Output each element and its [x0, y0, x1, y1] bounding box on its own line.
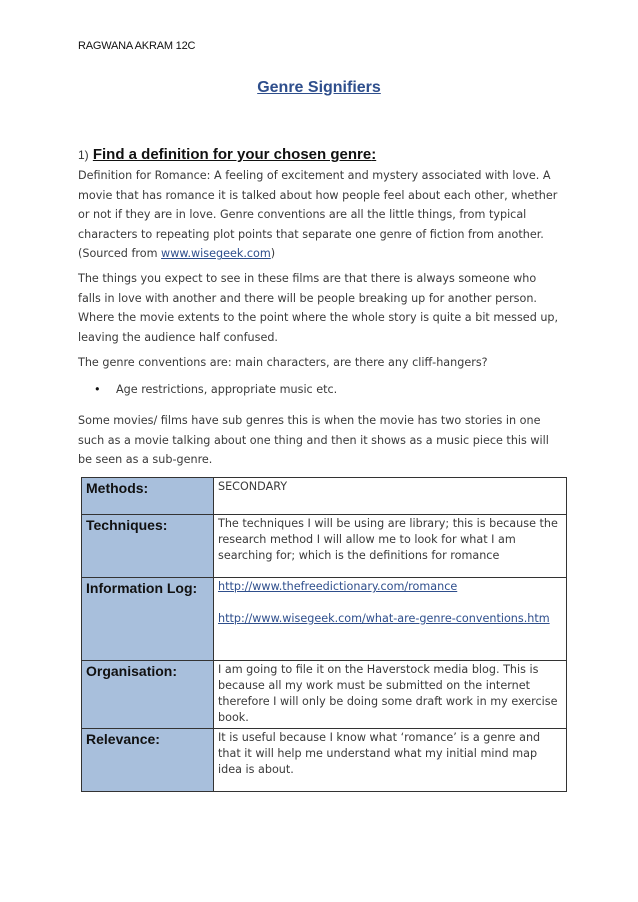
wisegeek-link[interactable]: www.wisegeek.com	[161, 247, 271, 261]
table-row	[82, 578, 567, 661]
table-row	[82, 661, 567, 729]
section-number: 1)	[78, 148, 89, 162]
relevance-label: Relevance:	[82, 729, 214, 792]
organisation-label: Organisation:	[82, 661, 214, 729]
paragraph-definition-end: )	[270, 247, 276, 261]
information-log-label: Information Log:	[82, 578, 214, 661]
methods-label: Methods:	[82, 478, 214, 515]
bullet-dot-icon: •	[94, 383, 101, 396]
information-log-value	[214, 578, 567, 661]
table-row	[82, 729, 567, 792]
paragraph-conventions: The genre conventions are: main characters, are there any cliff-hangers?	[78, 356, 488, 369]
section-heading	[78, 146, 376, 163]
section-heading-text: Find a definition for your chosen genre	[92, 146, 372, 163]
paragraph-expectations: The things you expect to see in these films are that there is always someone who falls in love with another and there will be people breaking up for another person. Where the movie extents to the point where the whole story is quite a bit messed up, leaving the audience half confused.	[78, 272, 559, 344]
thefreedictionary-link[interactable]: http://www.thefreedictionary.com/romance	[218, 580, 458, 593]
page-title: Genre Signifiers	[257, 79, 381, 96]
methods-value: SECONDARY	[214, 478, 567, 515]
wisegeek-conventions-link[interactable]: http://www.wisegeek.com/what-are-genre-conventions.htm	[218, 612, 550, 625]
table-row	[82, 478, 567, 515]
paragraph-definition	[78, 166, 560, 264]
paragraph-subgenres: Some movies/ films have sub genres this is when the movie has two stories in one such as a movie talking about one thing and then it shows as a music piece this will be seen as a sub-genre.	[78, 414, 549, 467]
techniques-value: The techniques I will be using are library; this is because the research method I will allow me to look for what I am searching for; which is the definitions for romance	[214, 515, 567, 578]
page-header-author: RAGWANA AKRAM 12C	[78, 40, 196, 52]
section-heading-colon: :	[371, 146, 377, 163]
techniques-label: Techniques:	[82, 515, 214, 578]
table-row	[82, 515, 567, 578]
bullet-item	[94, 380, 337, 400]
organisation-value: I am going to file it on the Haverstock media blog. This is because all my work must be submitted on the internet therefore I will only be doing some draft work in my exercise book.	[214, 661, 567, 729]
bullet-text: Age restrictions, appropriate music etc.	[116, 383, 338, 396]
research-table	[81, 477, 567, 792]
paragraph-definition-text: Definition for Romance: A feeling of excitement and mystery associated with love. A movie that has romance it is talked about how people feel about each other, whether or not if they are in love. Genre conventions are all the little things, from typical characters to repeating plot points that separate one genre of fiction from another. (Sourced from	[78, 169, 558, 261]
relevance-value: It is useful because I know what ‘romance’ is a genre and that it will help me understand what my initial mind map idea is about.	[214, 729, 567, 792]
